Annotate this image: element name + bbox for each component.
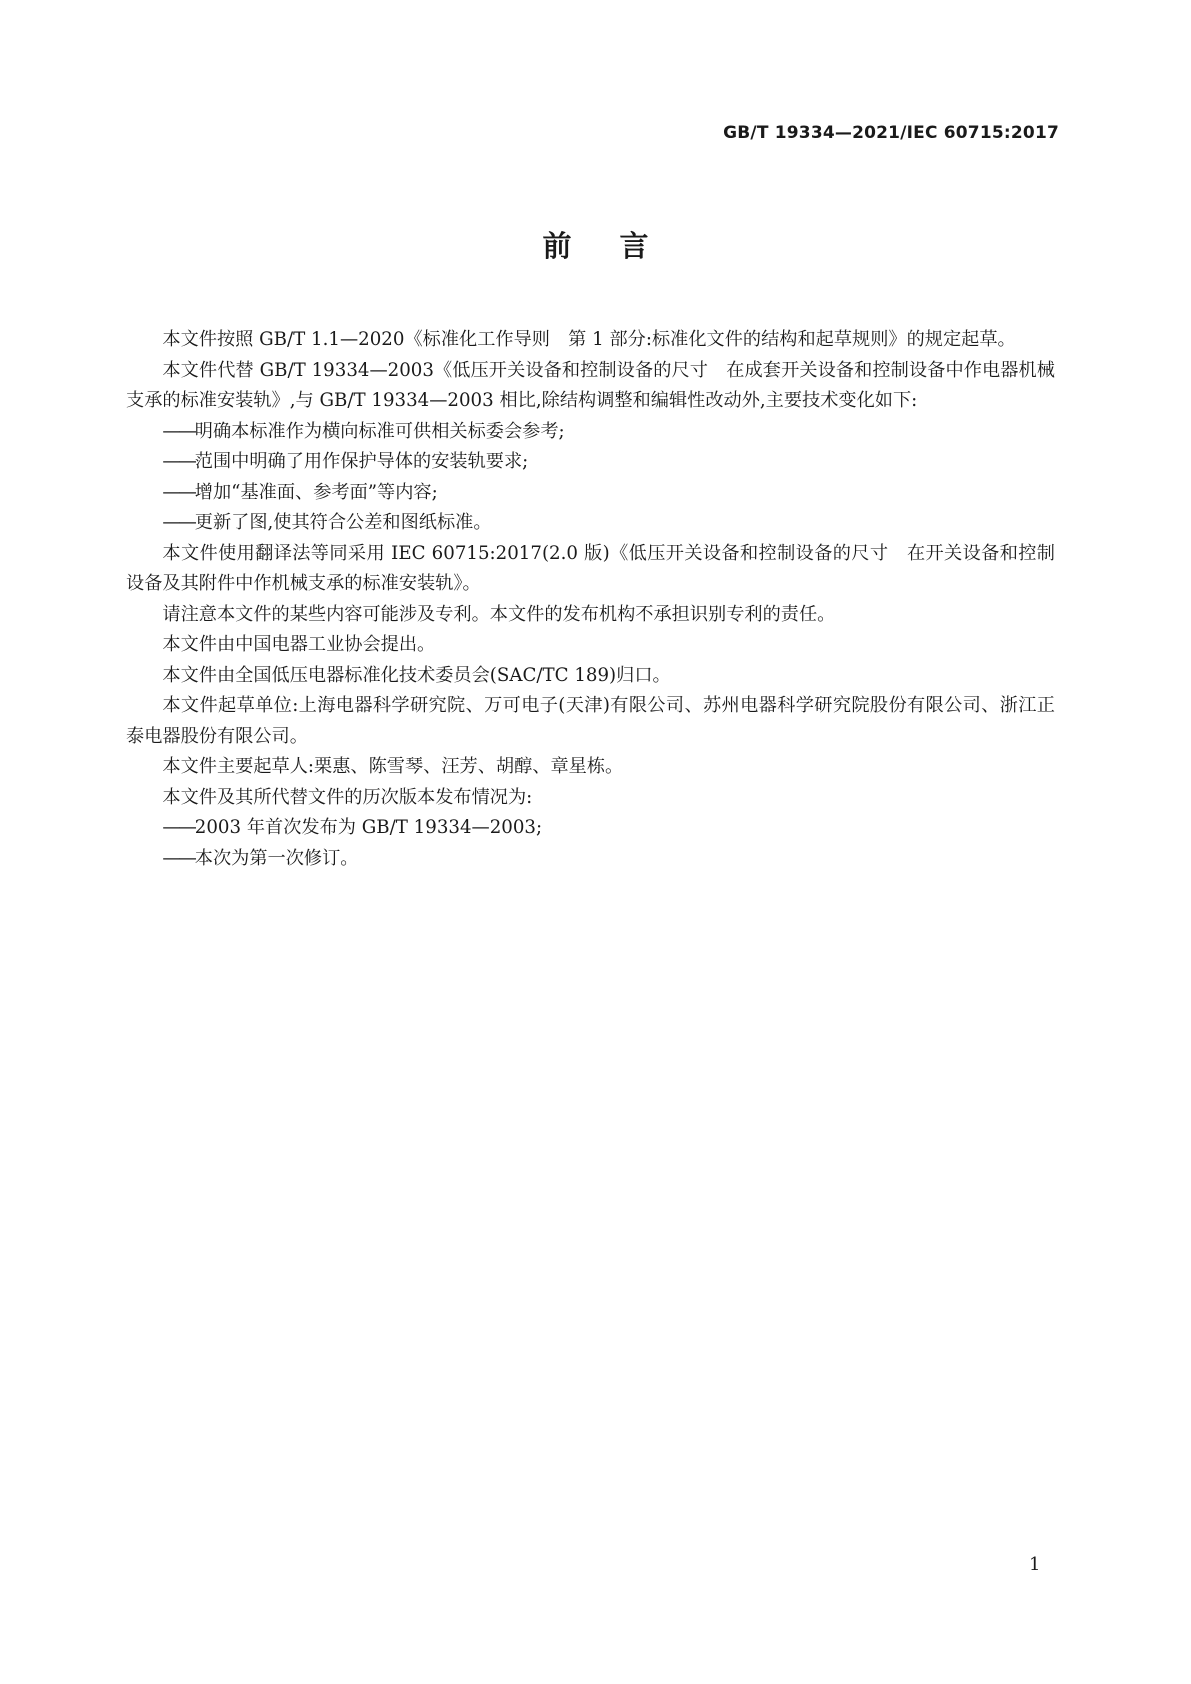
paragraph-replacement: 本文件代替 GB/T 19334—2003《低压开关设备和控制设备的尺寸 在成套开关设备和控制设备中作电器机械支承的标准安装轨》,与 GB/T 19334—2003 相比,除结构调整和编辑性改动外,主要技术变化如下: bbox=[126, 359, 1055, 411]
dash-mark: —— bbox=[162, 512, 195, 533]
dash-mark: —— bbox=[162, 817, 195, 838]
change-item-text: 更新了图,使其符合公差和图纸标准。 bbox=[194, 512, 492, 533]
list-item bbox=[126, 417, 1055, 448]
change-item-text: 明确本标准作为横向标准可供相关标委会参考; bbox=[194, 420, 565, 442]
paragraph-patent-notice: 请注意本文件的某些内容可能涉及专利。本文件的发布机构不承担识别专利的责任。 bbox=[162, 603, 836, 625]
paragraph-drafters: 本文件主要起草人:栗惠、陈雪琴、汪芳、胡醇、章星栋。 bbox=[162, 756, 624, 777]
list-item bbox=[126, 508, 1055, 539]
list-item bbox=[126, 447, 1055, 478]
list-item bbox=[126, 844, 1055, 875]
dash-mark: —— bbox=[162, 420, 195, 442]
dash-mark: —— bbox=[162, 847, 195, 869]
history-item-text: 本次为第一次修订。 bbox=[194, 847, 359, 869]
paragraph-proposer: 本文件由中国电器工业协会提出。 bbox=[162, 634, 436, 655]
page-title: 前言 bbox=[542, 229, 697, 263]
standard-code: GB/T 19334—2021/IEC 60715:2017 bbox=[723, 123, 1059, 143]
dash-mark: —— bbox=[162, 481, 195, 503]
history-item-text: 2003 年首次发布为 GB/T 19334—2003; bbox=[194, 817, 543, 838]
paragraph-drafting-rules: 本文件按照 GB/T 1.1—2020《标准化工作导则 第 1 部分:标准化文件的结构和起草规则》的规定起草。 bbox=[162, 329, 1016, 350]
list-item bbox=[126, 813, 1055, 844]
change-item-text: 范围中明确了用作保护导体的安装轨要求; bbox=[194, 451, 529, 472]
paragraph-history-intro: 本文件及其所代替文件的历次版本发布情况为: bbox=[162, 786, 533, 808]
paragraph-committee: 本文件由全国低压电器标准化技术委员会(SAC/TC 189)归口。 bbox=[162, 664, 671, 686]
change-item-text: 增加“基准面、参考面”等内容; bbox=[194, 481, 438, 503]
foreword-body bbox=[126, 325, 1055, 874]
page-number: 1 bbox=[1029, 1554, 1041, 1575]
paragraph-drafting-units: 本文件起草单位:上海电器科学研究院、万可电子(天津)有限公司、苏州电器科学研究院股份有限公司、浙江正泰电器股份有限公司。 bbox=[126, 695, 1055, 747]
paragraph-adoption: 本文件使用翻译法等同采用 IEC 60715:2017(2.0 版)《低压开关设备和控制设备的尺寸 在开关设备和控制设备及其附件中作机械支承的标准安装轨》。 bbox=[126, 542, 1055, 594]
dash-mark: —— bbox=[162, 451, 195, 472]
list-item bbox=[126, 478, 1055, 509]
